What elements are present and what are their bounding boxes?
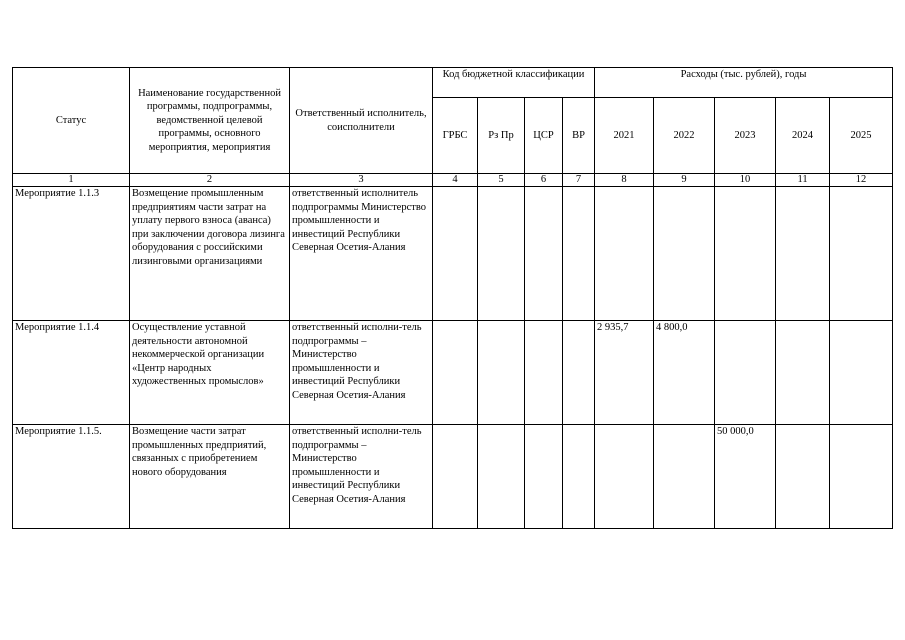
table-row — [13, 321, 893, 425]
header-status: Статус — [13, 68, 130, 174]
header-year-2025: 2025 — [830, 98, 893, 174]
row-2025 — [830, 187, 893, 321]
column-number: 8 — [595, 174, 654, 187]
row-grbs — [433, 321, 478, 425]
column-number: 12 — [830, 174, 893, 187]
row-2021 — [595, 425, 654, 529]
table-row — [13, 187, 893, 321]
header-budget-code: Код бюджетной классификации — [433, 68, 595, 98]
row-vr — [563, 321, 595, 425]
row-executor: ответственный исполнитель подпрограммы Министерство промышленности и инвестиций Республики Северная Осетия-Алания — [290, 187, 433, 321]
row-status: Мероприятие 1.1.4 — [13, 321, 130, 425]
row-csr — [525, 321, 563, 425]
row-2024 — [776, 321, 830, 425]
table-row — [13, 425, 893, 529]
column-number: 10 — [715, 174, 776, 187]
header-year-2022: 2022 — [654, 98, 715, 174]
column-number: 2 — [130, 174, 290, 187]
row-rzpr — [478, 187, 525, 321]
column-number: 7 — [563, 174, 595, 187]
row-vr — [563, 187, 595, 321]
column-number: 5 — [478, 174, 525, 187]
row-status: Мероприятие 1.1.3 — [13, 187, 130, 321]
row-name: Осуществление уставной деятельности автономной некоммерческой организации «Центр народных художественных промыслов» — [130, 321, 290, 425]
row-2024 — [776, 425, 830, 529]
row-2021: 2 935,7 — [595, 321, 654, 425]
row-name: Возмещение промышленным предприятиям части затрат на уплату первого взноса (аванса) при заключении договора лизинга оборудования с российскими лизинговыми организациями — [130, 187, 290, 321]
column-number: 11 — [776, 174, 830, 187]
column-number: 6 — [525, 174, 563, 187]
header-code-csr: ЦСР — [525, 98, 563, 174]
row-executor: ответственный исполни-тель подпрограммы – Министерство промышленности и инвестиций Республики Северная Осетия-Алания — [290, 321, 433, 425]
row-2023 — [715, 321, 776, 425]
row-2025 — [830, 425, 893, 529]
budget-table — [12, 67, 893, 529]
row-2021 — [595, 187, 654, 321]
row-2022 — [654, 425, 715, 529]
column-number: 4 — [433, 174, 478, 187]
row-2023: 50 000,0 — [715, 425, 776, 529]
column-number: 1 — [13, 174, 130, 187]
row-2024 — [776, 187, 830, 321]
row-status: Мероприятие 1.1.5. — [13, 425, 130, 529]
header-program-name: Наименование государственной программы, подпрограммы, ведомственной целевой программы, основного мероприятия, мероприятия — [130, 68, 290, 174]
row-2022: 4 800,0 — [654, 321, 715, 425]
row-grbs — [433, 425, 478, 529]
row-csr — [525, 425, 563, 529]
row-grbs — [433, 187, 478, 321]
row-executor: ответственный исполни-тель подпрограммы – Министерство промышленности и инвестиций Республики Северная Осетия-Алания — [290, 425, 433, 529]
header-code-rzpr: Рз Пр — [478, 98, 525, 174]
column-number: 3 — [290, 174, 433, 187]
header-expenses: Расходы (тыс. рублей), годы — [595, 68, 893, 98]
row-rzpr — [478, 425, 525, 529]
row-csr — [525, 187, 563, 321]
row-vr — [563, 425, 595, 529]
header-code-grbs: ГРБС — [433, 98, 478, 174]
header-year-2023: 2023 — [715, 98, 776, 174]
row-rzpr — [478, 321, 525, 425]
column-number: 9 — [654, 174, 715, 187]
row-2023 — [715, 187, 776, 321]
header-executor: Ответственный исполнитель, соисполнители — [290, 68, 433, 174]
column-number-row — [13, 174, 893, 187]
header-code-vr: ВР — [563, 98, 595, 174]
row-2022 — [654, 187, 715, 321]
header-year-2024: 2024 — [776, 98, 830, 174]
row-2025 — [830, 321, 893, 425]
header-year-2021: 2021 — [595, 98, 654, 174]
row-name: Возмещение части затрат промышленных предприятий, связанных с приобретением нового оборудования — [130, 425, 290, 529]
